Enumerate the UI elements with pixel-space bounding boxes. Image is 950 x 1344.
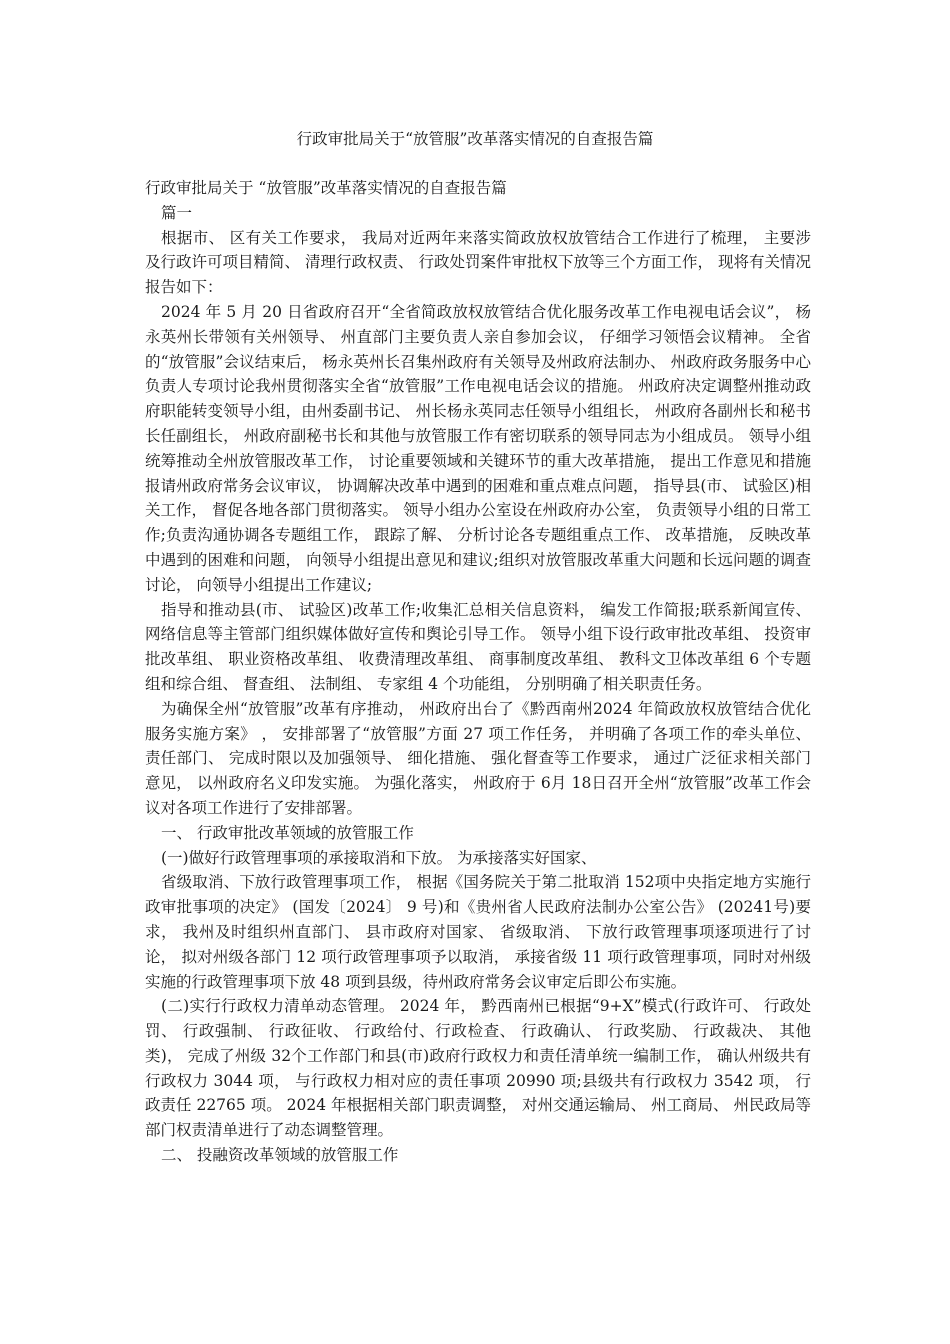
subsection-heading-1: (一)做好行政管理事项的承接取消和下放。 为承接落实好国家、 [161,848,597,867]
section-heading-investment: 二、 投融资改革领域的放管服工作 [161,1146,399,1165]
paragraph-power-list: (二)实行行政权力清单动态管理。 2024 年， 黔西南州已根据“9+X”模式(行政许可、 行政处罚、 行政强制、 行政征收、 行政给付、行政检查、 行政确认、 行政奖励、 行政裁决、 其他类)， 完成了州级 32个工作部门和县(市)政府行政权力和责任清单统一编制工作， 确认州级共有行政权力 3044 项， 与行政权力相对应的责任事项 20990 项;县级共有行政权力 3542 项， 行政责任 22765 项。 2024 年根据相关部门职责调整， 对州交通运输局、 州工商局、 州民政局等部门权责清单进行了动态调整管理。 [145,997,811,1140]
document-subtitle: 行政审批局关于 “放管服”改革落实情况的自查报告篇 [145,179,507,197]
paragraph-guidance: 指导和推动县(市、 试验区)改革工作;收集汇总相关信息资料， 编发工作简报;联系新闻宣传、 网络信息等主管部门组织媒体做好宣传和舆论引导工作。 领导小组下设行政审批改革组、 投资审批改革组、 职业资格改革组、 收费清理改革组、 商事制度改革组、 教科文卫体改革组 6 个专题组和综合组、 督查组、 法制组、 专家组 4 个功能组， 分别明确了相关职责任务。 [145,600,811,693]
document-body [145,176,811,1168]
paragraph-intro: 根据市、 区有关工作要求， 我局对近两年来落实简政放权放管结合工作进行了梳理， 主要涉及行政许可项目精简、 清理行政权责、 行政处罚案件审批权下放等三个方面工作， 现将有关情况报告如下： [145,228,811,297]
paragraph-implementation-plan: 为确保全州“放管服”改革有序推动， 州政府出台了《黔西南州2024 年简政放权放管结合优化服务实施方案》 ， 安排部署了“放管服”方面 27 项工作任务， 并明确了各项工作的牵头单位、 责任部门、 完成时限以及加强领导、 细化措施、 强化督查等工作要求， 通过广泛征求相关部门意见， 以州政府名义印发实施。 为强化落实， 州政府于 6月 18日召开全州“放管服”改革工作会议对各项工作进行了安排部署。 [145,699,811,817]
section-heading-admin-approval: 一、 行政审批改革领域的放管服工作 [161,823,414,842]
paragraph-meeting: 2024 年 5 月 20 日省政府召开“全省简政放权放管结合优化服务改革工作电视电话会议”， 杨永英州长带领有关州领导、 州直部门主要负责人亲自参加会议， 仔细学习领悟会议精神。 全省的“放管服”会议结束后， 杨永英州长召集州政府有关领导及州政府法制办、 州政府政务服务中心负责人专项讨论我州贯彻落实全省“放管服”工作电视电话会议的措施。 州政府决定调整州推动政府职能转变领导小组，由州委副书记、 州长杨永英同志任领导小组组长， 州政府各副州长和秘书长任副组长， 州政府副秘书长和其他与放管服工作有密切联系的领导同志为小组成员。 领导小组统筹推动全州放管服改革工作， 讨论重要领域和关键环节的重大改革措施， 提出工作意见和措施报请州政府常务会议审议， 协调解决改革中遇到的困难和重点难点问题， 指导县(市、 试验区)相关工作， 督促各地各部门贯彻落实。 领导小组办公室设在州政府办公室， 负责领导小组的日常工作;负责沟通协调各专题组工作， 跟踪了解、 分析讨论各专题组重点工作、 改革措施， 反映改革中遇到的困难和问题， 向领导小组提出意见和建议;组织对放管服改革重大问题和长远问题的调查讨论， 向领导小组提出工作建议; [145,302,811,594]
paragraph-undertake-cancel: 省级取消、下放行政管理事项工作， 根据《国务院关于第二批取消 152项中央指定地方实施行政审批事项的决定》 (国发〔2024〕 9 号)和《贵州省人民政府法制办公室公告》 (20241号)要求， 我州及时组织州直部门、 县市政府对国家、 省级取消、 下放行政管理事项逐项进行了讨论， 拟对州级各部门 12 项行政管理事项予以取消， 承接省级 11 项行政管理事项，同时对州级实施的行政管理事项下放 48 项到县级，待州政府常务会议审定后即公布实施。 [145,873,811,991]
page-title: 行政审批局关于“放管服”改革落实情况的自查报告篇 [296,130,654,148]
section-heading-part-one: 篇一 [161,203,193,222]
